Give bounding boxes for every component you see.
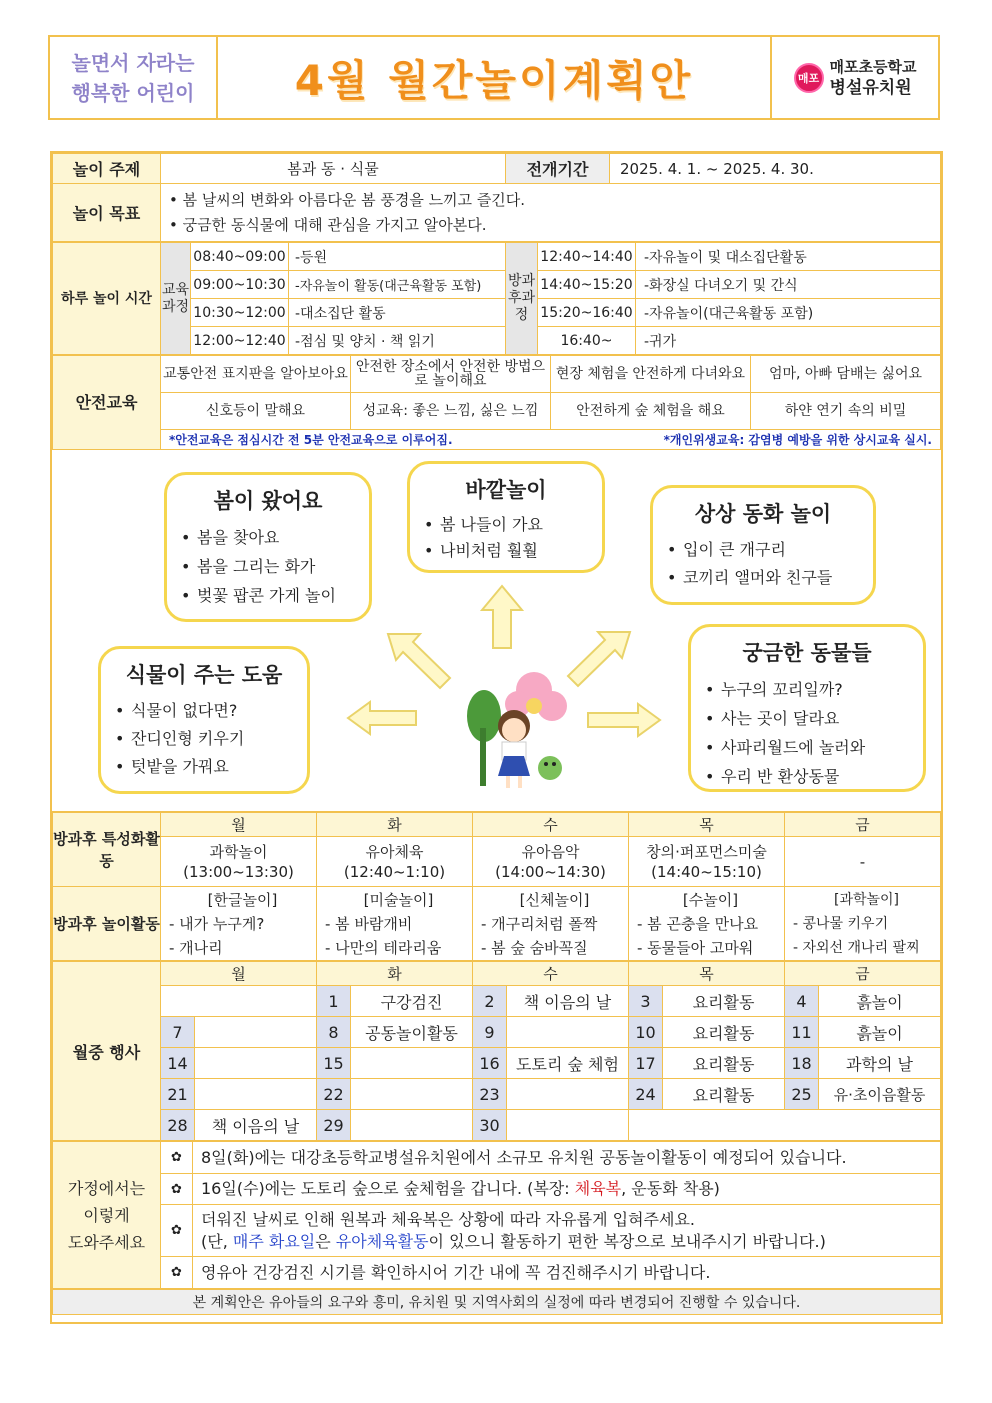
calendar-empty-cell	[161, 986, 317, 1017]
calendar-event	[351, 1048, 473, 1079]
calendar-date: 21	[161, 1079, 195, 1110]
flower-bullet-icon: ✿	[161, 1205, 193, 1257]
curriculum-label: 교육과정	[161, 243, 191, 355]
plan-frame	[50, 151, 943, 1324]
web-animals	[688, 624, 926, 792]
day-header: 목	[629, 962, 785, 986]
calendar-date: 30	[473, 1110, 507, 1141]
safety-notes	[161, 430, 941, 450]
calendar-date: 14	[161, 1048, 195, 1079]
page-header	[48, 35, 940, 120]
arrow-up-left-icon	[384, 630, 456, 692]
period-label: 전개기간	[506, 154, 610, 184]
calendar-label: 월중 행사	[53, 962, 161, 1141]
calendar-event: 구강검진	[351, 986, 473, 1017]
calendar-event	[507, 1079, 629, 1110]
overview-table	[52, 153, 941, 242]
day-header: 수	[473, 962, 629, 986]
calendar-date: 24	[629, 1079, 663, 1110]
home-notice: 영유아 건강검진 시기를 확인하시어 기간 내에 꼭 검진해주시기 바랍니다.	[193, 1257, 941, 1289]
calendar-event	[195, 1017, 317, 1048]
home-support-table	[52, 1141, 941, 1289]
schedule-time: 12:40~14:40	[538, 243, 636, 271]
day-header: 화	[317, 962, 473, 986]
special-label: 방과후 특성화활동	[53, 813, 161, 887]
web-item: • 코끼리 앨머와 친구들	[665, 564, 861, 592]
calendar-event	[195, 1079, 317, 1110]
web-item: • 누구의 꼬리일까?	[703, 675, 911, 704]
after-school-label: 방과후과정	[506, 243, 538, 355]
goal-list	[161, 184, 941, 242]
play-activity: [신체놀이] - 개구리처럼 폴짝 - 봄 숲 숨바꼭질	[473, 887, 629, 961]
theme-label: 놀이 주제	[53, 154, 161, 184]
web-title: 바깥놀이	[465, 478, 547, 502]
after-school-table	[52, 812, 941, 961]
safety-note-left: *안전교육은 점심시간 전 5분 안전교육으로 이루어짐.	[169, 432, 453, 447]
day-header: 목	[629, 813, 785, 837]
schedule-activity: -등원	[289, 243, 506, 271]
schedule-activity: -귀가	[636, 327, 941, 355]
calendar-event	[351, 1079, 473, 1110]
calendar-date: 25	[785, 1079, 819, 1110]
web-item: • 식물이 없다면?	[113, 697, 295, 725]
calendar-date: 15	[317, 1048, 351, 1079]
slogan-line-1: 놀면서 자라는	[71, 50, 195, 75]
special-activity: -	[785, 837, 941, 887]
web-item: • 잔디인형 키우기	[113, 725, 295, 753]
calendar-event	[507, 1017, 629, 1048]
flower-bullet-icon: ✿	[161, 1142, 193, 1174]
web-item: • 봄을 찾아요	[179, 523, 357, 552]
daily-schedule-table	[52, 242, 941, 355]
calendar-date: 10	[629, 1017, 663, 1048]
slogan-line-2: 행복한 어린이	[71, 80, 195, 105]
calendar-date: 16	[473, 1048, 507, 1079]
day-header: 화	[317, 813, 473, 837]
flower-bullet-icon: ✿	[161, 1257, 193, 1289]
web-item: • 사파리월드에 놀러와	[703, 733, 911, 762]
calendar-event: 책 이음의 날	[195, 1110, 317, 1141]
web-item: • 텃밭을 가꿔요	[113, 753, 295, 781]
calendar-event	[507, 1110, 629, 1141]
safety-table	[52, 355, 941, 450]
safety-topic: 현장 체험을 안전하게 다녀와요	[551, 356, 751, 393]
slogan	[50, 37, 218, 118]
special-activity: 유아음악 (14:00~14:30)	[473, 837, 629, 887]
calendar-date: 18	[785, 1048, 819, 1079]
web-outside	[407, 461, 605, 573]
calendar-date: 4	[785, 986, 819, 1017]
calendar-event: 요리활동	[663, 986, 785, 1017]
special-activity: 과학놀이 (13:00~13:30)	[161, 837, 317, 887]
play-web	[52, 450, 941, 812]
arrow-left-icon	[346, 700, 418, 736]
calendar-date: 3	[629, 986, 663, 1017]
safety-label: 안전교육	[53, 356, 161, 450]
calendar-date: 9	[473, 1017, 507, 1048]
web-title: 식물이 주는 도움	[125, 663, 283, 687]
calendar-date: 28	[161, 1110, 195, 1141]
calendar-event: 요리활동	[663, 1017, 785, 1048]
calendar-date: 8	[317, 1017, 351, 1048]
arrow-right-icon	[586, 702, 662, 738]
daily-label: 하루 놀이 시간	[53, 243, 161, 355]
home-notice: 8일(화)에는 대강초등학교병설유치원에서 소규모 유치원 공동놀이활동이 예정되어 있습니다.	[193, 1142, 941, 1174]
safety-topic: 성교육: 좋은 느낌, 싫은 느낌	[351, 393, 551, 430]
calendar-date: 1	[317, 986, 351, 1017]
web-item: • 사는 곳이 달라요	[703, 704, 911, 733]
home-notice: 16일(수)에는 도토리 숲으로 숲체험을 갑니다. (복장: 체육복, 운동화 착용)	[193, 1174, 941, 1205]
school-badge	[770, 37, 938, 118]
schedule-time: 14:40~15:20	[538, 271, 636, 299]
schedule-time: 15:20~16:40	[538, 299, 636, 327]
play-activity: [과학놀이] - 콩나물 키우기 - 자외선 개나리 팔찌	[785, 887, 941, 961]
calendar-event: 도토리 숲 체험	[507, 1048, 629, 1079]
web-title: 봄이 왔어요	[213, 489, 323, 513]
web-item: • 우리 반 환상동물	[703, 762, 911, 791]
girl-with-flower-illustration	[462, 668, 572, 796]
calendar-date: 7	[161, 1017, 195, 1048]
special-activity: 유아체육 (12:40~1:10)	[317, 837, 473, 887]
calendar-event: 흙놀이	[819, 1017, 941, 1048]
calendar-date: 29	[317, 1110, 351, 1141]
schedule-activity: -대소집단 활동	[289, 299, 506, 327]
day-header: 월	[161, 962, 317, 986]
goal-label: 놀이 목표	[53, 184, 161, 242]
calendar-event: 책 이음의 날	[507, 986, 629, 1017]
arrow-up-icon	[480, 584, 524, 650]
web-title: 궁금한 동물들	[742, 641, 872, 665]
schedule-activity: -자유놀이 및 대소집단활동	[636, 243, 941, 271]
calendar-event	[195, 1048, 317, 1079]
kindergarten-name: 병설유치원	[829, 77, 912, 98]
calendar-date: 11	[785, 1017, 819, 1048]
day-header: 금	[785, 813, 941, 837]
web-plants	[98, 646, 310, 794]
calendar-event: 과학의 날	[819, 1048, 941, 1079]
schedule-time: 08:40~09:00	[191, 243, 289, 271]
theme-value: 봄과 동 · 식물	[161, 154, 506, 184]
arrow-up-right-icon	[562, 628, 634, 692]
schedule-activity: -자유놀이 활동(대근육활동 포함)	[289, 271, 506, 299]
play-activity: [수놀이] - 봄 곤충을 만나요 - 동물들아 고마워	[629, 887, 785, 961]
web-item: • 봄을 그리는 화가	[179, 552, 357, 581]
schedule-time: 16:40~	[538, 327, 636, 355]
school-name: 매포초등학교	[829, 57, 917, 76]
schedule-time: 09:00~10:30	[191, 271, 289, 299]
safety-topic: 안전하게 숲 체험을 해요	[551, 393, 751, 430]
safety-topic: 안전한 장소에서 안전한 방법으로 놀이해요	[351, 356, 551, 393]
flower-bullet-icon: ✿	[161, 1174, 193, 1205]
monthly-events-calendar	[52, 961, 941, 1141]
play-activity: [한글놀이] - 내가 누구게? - 개나리	[161, 887, 317, 961]
home-notice: 더워진 날씨로 인해 원복과 체육복은 상황에 따라 자유롭게 입혀주세요. (단, 매주 화요일은 유아체육활동이 있으니 활동하기 편한 복장으로 보내주시기 바랍니다.)	[193, 1205, 941, 1257]
calendar-empty-cell	[629, 1110, 941, 1141]
day-header: 금	[785, 962, 941, 986]
calendar-event: 공동놀이활동	[351, 1017, 473, 1048]
web-fairy	[650, 485, 876, 605]
safety-topic: 하얀 연기 속의 비밀	[751, 393, 941, 430]
day-header: 수	[473, 813, 629, 837]
web-item: • 봄 나들이 가요	[422, 512, 590, 538]
calendar-event: 흙놀이	[819, 986, 941, 1017]
calendar-date: 23	[473, 1079, 507, 1110]
schedule-time: 10:30~12:00	[191, 299, 289, 327]
calendar-event: 유·초이음활동	[819, 1079, 941, 1110]
school-logo-icon: 매포	[794, 63, 824, 93]
calendar-event: 요리활동	[663, 1048, 785, 1079]
web-item: • 벚꽃 팝콘 가게 놀이	[179, 581, 357, 610]
special-activity: 창의·퍼포먼스미술 (14:40~15:10)	[629, 837, 785, 887]
safety-topic: 교통안전 표지판을 알아보아요	[161, 356, 351, 393]
safety-topic: 엄마, 아빠 담배는 싫어요	[751, 356, 941, 393]
web-item: • 나비처럼 훨훨	[422, 538, 590, 564]
calendar-date: 17	[629, 1048, 663, 1079]
day-header: 월	[161, 813, 317, 837]
web-item: • 입이 큰 개구리	[665, 536, 861, 564]
safety-note-right: *개인위생교육: 감염병 예방을 위한 상시교육 실시.	[663, 432, 932, 447]
period-value: 2025. 4. 1. ~ 2025. 4. 30.	[610, 154, 941, 184]
safety-topic: 신호등이 말해요	[161, 393, 351, 430]
schedule-activity: -자유놀이(대근육활동 포함)	[636, 299, 941, 327]
page-title: 4월 월간놀이계획안	[294, 55, 694, 105]
schedule-activity: -점심 및 양치 · 책 읽기	[289, 327, 506, 355]
footer-table	[52, 1289, 941, 1315]
goal-item: • 봄 날씨의 변화와 아름다운 봄 풍경을 느끼고 즐긴다.	[169, 190, 526, 209]
play-label: 방과후 놀이활동	[53, 887, 161, 961]
calendar-date: 2	[473, 986, 507, 1017]
web-spring	[164, 472, 372, 622]
web-title: 상상 동화 놀이	[694, 502, 832, 526]
calendar-event	[351, 1110, 473, 1141]
goal-item: • 궁금한 동식물에 대해 관심을 가지고 알아본다.	[169, 215, 487, 234]
schedule-time: 12:00~12:40	[191, 327, 289, 355]
footer-note: 본 계획안은 유아들의 요구와 흥미, 유치원 및 지역사회의 실정에 따라 변경되어 진행할 수 있습니다.	[53, 1290, 941, 1315]
calendar-date: 22	[317, 1079, 351, 1110]
schedule-activity: -화장실 다녀오기 및 간식	[636, 271, 941, 299]
play-activity: [미술놀이] - 봄 바람개비 - 나만의 테라리움	[317, 887, 473, 961]
calendar-event: 요리활동	[663, 1079, 785, 1110]
home-label: 가정에서는 이렇게 도와주세요	[53, 1142, 161, 1289]
